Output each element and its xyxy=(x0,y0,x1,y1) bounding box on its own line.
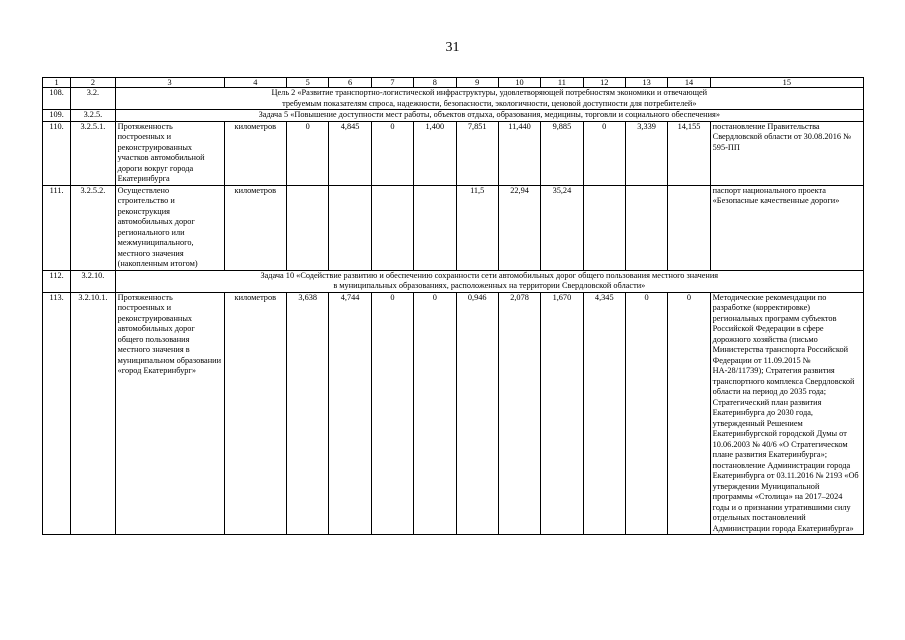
column-header: 3 xyxy=(115,78,224,88)
indicator-name: Протяженность построенных и реконструированных автомобильных дорог общего пользования местного значения в муниципальном образовании «город Екатеринбург» xyxy=(115,292,224,535)
row-code: 3.2. xyxy=(71,88,115,110)
value-cell: 2,078 xyxy=(498,292,540,535)
value-cell: 4,744 xyxy=(329,292,371,535)
goal-heading-line: Цель 2 «Развитие транспортно-логистической инфраструктуры, удовлетворяющей потребностям экономики и отвечающей xyxy=(271,88,708,97)
value-cell: 11,440 xyxy=(498,121,540,185)
value-cell: 0 xyxy=(414,292,456,535)
row-number: 110. xyxy=(43,121,71,185)
value-cell: 1,670 xyxy=(541,292,583,535)
value-cell: 4,345 xyxy=(583,292,625,535)
value-cell: 22,94 xyxy=(498,185,540,270)
indicator-name: Протяженность построенных и реконструированных участков автомобильной дороги вокруг города Екатеринбурга xyxy=(115,121,224,185)
value-cell: 35,24 xyxy=(541,185,583,270)
value-cell: 1,400 xyxy=(414,121,456,185)
value-cell xyxy=(625,185,667,270)
value-cell: 7,851 xyxy=(456,121,498,185)
indicator-name: Осуществлено строительство и реконструкция автомобильных дорог регионального или межмуниципального, местного значения (накопленным итогом) xyxy=(115,185,224,270)
row-number: 108. xyxy=(43,88,71,110)
value-cell: 0 xyxy=(625,292,667,535)
column-header: 14 xyxy=(668,78,710,88)
source-document: Методические рекомендации по разработке (корректировке) региональных программ субъектов Российской Федерации в сфере дорожного хозяйства (письмо Министерства транспорта Российской Федерации от 11.09.2015 № НА-28/11739); Стратегия развития транспортного комплекса Свердловской области на период до 2035 года; Стратегический план развития Екатеринбурга до 2030 года, утвержденный Решением Екатеринбургской городской Думы от 10.06.2003 № 40/6 «О Стратегическом плане развития Екатеринбурга»; постановление Администрации города Екатеринбурга от 03.11.2016 № 2193 «Об утверждении Муниципальной программы «Столица» на 2017–2024 годы и о признании утратившими силу отдельных постановлений Администрации города Екатеринбурга» xyxy=(710,292,863,535)
column-header: 8 xyxy=(414,78,456,88)
column-header: 5 xyxy=(287,78,329,88)
value-cell: 11,5 xyxy=(456,185,498,270)
value-cell: 9,885 xyxy=(541,121,583,185)
unit: километров xyxy=(224,292,287,535)
column-header: 11 xyxy=(541,78,583,88)
column-number-row xyxy=(43,78,864,88)
task-heading-line: Задача 10 «Содействие развитию и обеспечению сохранности сети автомобильных дорог общего пользования местного значения xyxy=(260,270,719,280)
value-cell: 3,638 xyxy=(287,292,329,535)
column-header: 12 xyxy=(583,78,625,88)
column-header: 6 xyxy=(329,78,371,88)
unit: километров xyxy=(224,185,287,270)
table-row xyxy=(43,121,864,185)
row-code: 3.2.5.1. xyxy=(71,121,115,185)
column-header: 10 xyxy=(498,78,540,88)
page-number: 31 xyxy=(445,40,460,55)
value-cell: 4,845 xyxy=(329,121,371,185)
value-cell: 0 xyxy=(668,292,710,535)
goal-heading-line: требуемым показателям спроса, надежности, безопасности, экологичности, ценовой доступности для потребителей» xyxy=(282,98,697,108)
task-heading xyxy=(115,270,863,292)
task-heading xyxy=(115,110,863,122)
value-cell xyxy=(371,185,413,270)
column-header: 7 xyxy=(371,78,413,88)
source-document: постановление Правительства Свердловской области от 30.08.2016 № 595-ПП xyxy=(710,121,863,185)
table-row xyxy=(43,88,864,110)
row-number: 113. xyxy=(43,292,71,535)
value-cell xyxy=(583,185,625,270)
row-code: 3.2.10.1. xyxy=(71,292,115,535)
row-number: 111. xyxy=(43,185,71,270)
value-cell: 0 xyxy=(583,121,625,185)
row-number: 109. xyxy=(43,110,71,122)
value-cell: 0,946 xyxy=(456,292,498,535)
unit: километров xyxy=(224,121,287,185)
value-cell xyxy=(329,185,371,270)
row-code: 3.2.5.2. xyxy=(71,185,115,270)
value-cell: 14,155 xyxy=(668,121,710,185)
column-header: 4 xyxy=(224,78,287,88)
table-row xyxy=(43,270,864,292)
row-code: 3.2.5. xyxy=(71,110,115,122)
value-cell: 0 xyxy=(371,292,413,535)
value-cell: 0 xyxy=(287,121,329,185)
value-cell xyxy=(414,185,456,270)
indicator-table xyxy=(42,77,864,535)
table-row xyxy=(43,185,864,270)
table-row xyxy=(43,110,864,122)
value-cell xyxy=(287,185,329,270)
column-header: 1 xyxy=(43,78,71,88)
value-cell xyxy=(668,185,710,270)
value-cell: 3,339 xyxy=(625,121,667,185)
column-header: 13 xyxy=(625,78,667,88)
task-heading-line: Задача 5 «Повышение доступности мест работы, объектов отдыха, образования, медицины, торговли и социального обеспечения» xyxy=(258,110,720,119)
column-header: 2 xyxy=(71,78,115,88)
task-heading-line: в муниципальных образованиях, расположенных на территории Свердловской области» xyxy=(333,281,646,290)
row-code: 3.2.10. xyxy=(71,270,115,292)
column-header: 15 xyxy=(710,78,863,88)
goal-heading xyxy=(115,88,863,110)
column-header: 9 xyxy=(456,78,498,88)
source-document: паспорт национального проекта «Безопасные качественные дороги» xyxy=(710,185,863,270)
table-row xyxy=(43,292,864,535)
value-cell: 0 xyxy=(371,121,413,185)
row-number: 112. xyxy=(43,270,71,292)
